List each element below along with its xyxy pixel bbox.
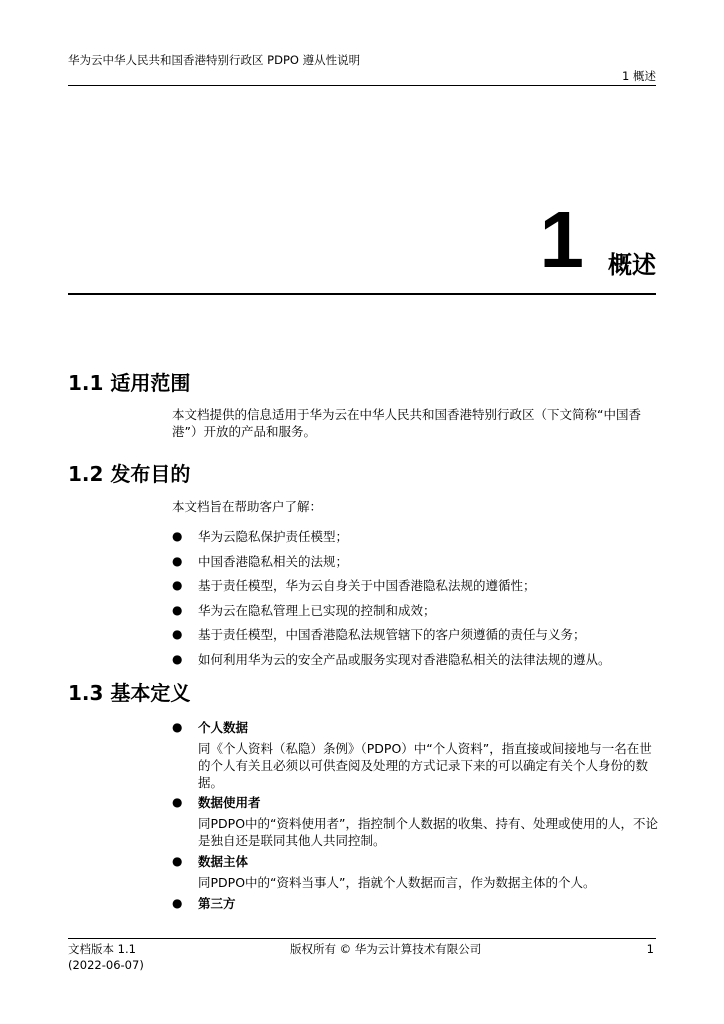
section-title-definitions: 1.3 基本定义: [68, 681, 191, 705]
footer-version-text: 文档版本 1.1: [68, 942, 136, 956]
bullet-icon: ●: [172, 720, 183, 734]
footer-divider: [68, 938, 656, 939]
chapter-number: 1: [539, 195, 584, 284]
bullet-icon: ●: [172, 651, 183, 666]
bullet-icon: ●: [172, 602, 183, 617]
definition-term-text: 个人数据: [198, 720, 249, 735]
list-item: [172, 626, 660, 651]
section-scope-paragraph: 本文档提供的信息适用于华为云在中华人民共和国香港特别行政区（下文简称“中国香港”）开放的产品和服务。: [172, 407, 641, 439]
bullet-icon: ●: [172, 578, 183, 592]
list-item-text: 中国香港隐私相关的法规；: [198, 553, 349, 569]
bullet-icon: ●: [172, 553, 183, 568]
footer-copyright: 版权所有 © 华为云计算技术有限公司: [290, 942, 482, 956]
definition-body: 同《个人资料（私隐）条例》（PDPO）中“个人资料”，指直接或间接地与一名在世的个人有关且必须以可供查阅及处理的方式记录下来的可以确定有关个人身份的数据。: [198, 741, 652, 790]
list-item: [172, 577, 660, 602]
definition-data-user: [172, 794, 658, 849]
definition-body: 同PDPO中的“资料使用者”，指控制个人数据的收集、持有、处理或使用的人，不论是独自还是联同其他人共同控制。: [198, 816, 658, 848]
bullet-icon: ●: [172, 795, 183, 809]
definition-term: [172, 895, 658, 912]
definition-term: [172, 853, 658, 870]
definition-third-party: [172, 895, 658, 912]
bullet-icon: ●: [172, 627, 183, 641]
section-purpose-intro: 本文档旨在帮助客户了解：: [172, 499, 323, 514]
footer-date: (2022-06-07): [68, 958, 144, 972]
footer-page-number: 1: [646, 942, 654, 956]
header-divider: [68, 85, 656, 86]
list-item-text: 如何利用华为云的安全产品或服务实现对香港隐私相关的法律法规的遵从。: [198, 651, 611, 667]
bullet-icon: ●: [172, 896, 183, 910]
definition-body: 同PDPO中的“资料当事人”，指就个人数据而言，作为数据主体的个人。: [198, 875, 596, 890]
list-item: [172, 528, 660, 553]
chapter-title: 概述: [608, 251, 656, 279]
definition-term: [172, 719, 658, 736]
footer-version: [68, 941, 144, 973]
section-title-scope: 1.1 适用范围: [68, 371, 191, 395]
list-item-text: 基于责任模型，华为云自身关于中国香港隐私法规的遵循性；: [198, 578, 536, 593]
bullet-icon: ●: [172, 854, 183, 868]
list-item-text: 基于责任模型，中国香港隐私法规管辖下的客户须遵循的责任与义务；: [198, 627, 586, 642]
bullet-icon: ●: [172, 529, 183, 543]
purpose-list: [172, 528, 660, 675]
header-doc-title: 华为云中华人民共和国香港特别行政区 PDPO 遵从性说明: [68, 53, 361, 67]
list-item-text: 华为云在隐私管理上已实现的控制和成效；: [198, 602, 436, 618]
list-item: [172, 651, 660, 676]
list-item: [172, 602, 660, 627]
definition-data-subject: [172, 853, 658, 891]
definition-term-text: 第三方: [198, 896, 236, 911]
definition-personal-data: [172, 719, 658, 791]
definition-term-text: 数据主体: [198, 854, 249, 869]
definition-term-text: 数据使用者: [198, 795, 261, 810]
definition-term: [172, 794, 658, 811]
chapter-divider: [68, 293, 656, 295]
section-title-purpose: 1.2 发布目的: [68, 462, 191, 486]
header-chapter-ref: 1 概述: [622, 69, 656, 83]
list-item: [172, 553, 660, 578]
list-item-text: 华为云隐私保护责任模型；: [198, 529, 349, 544]
